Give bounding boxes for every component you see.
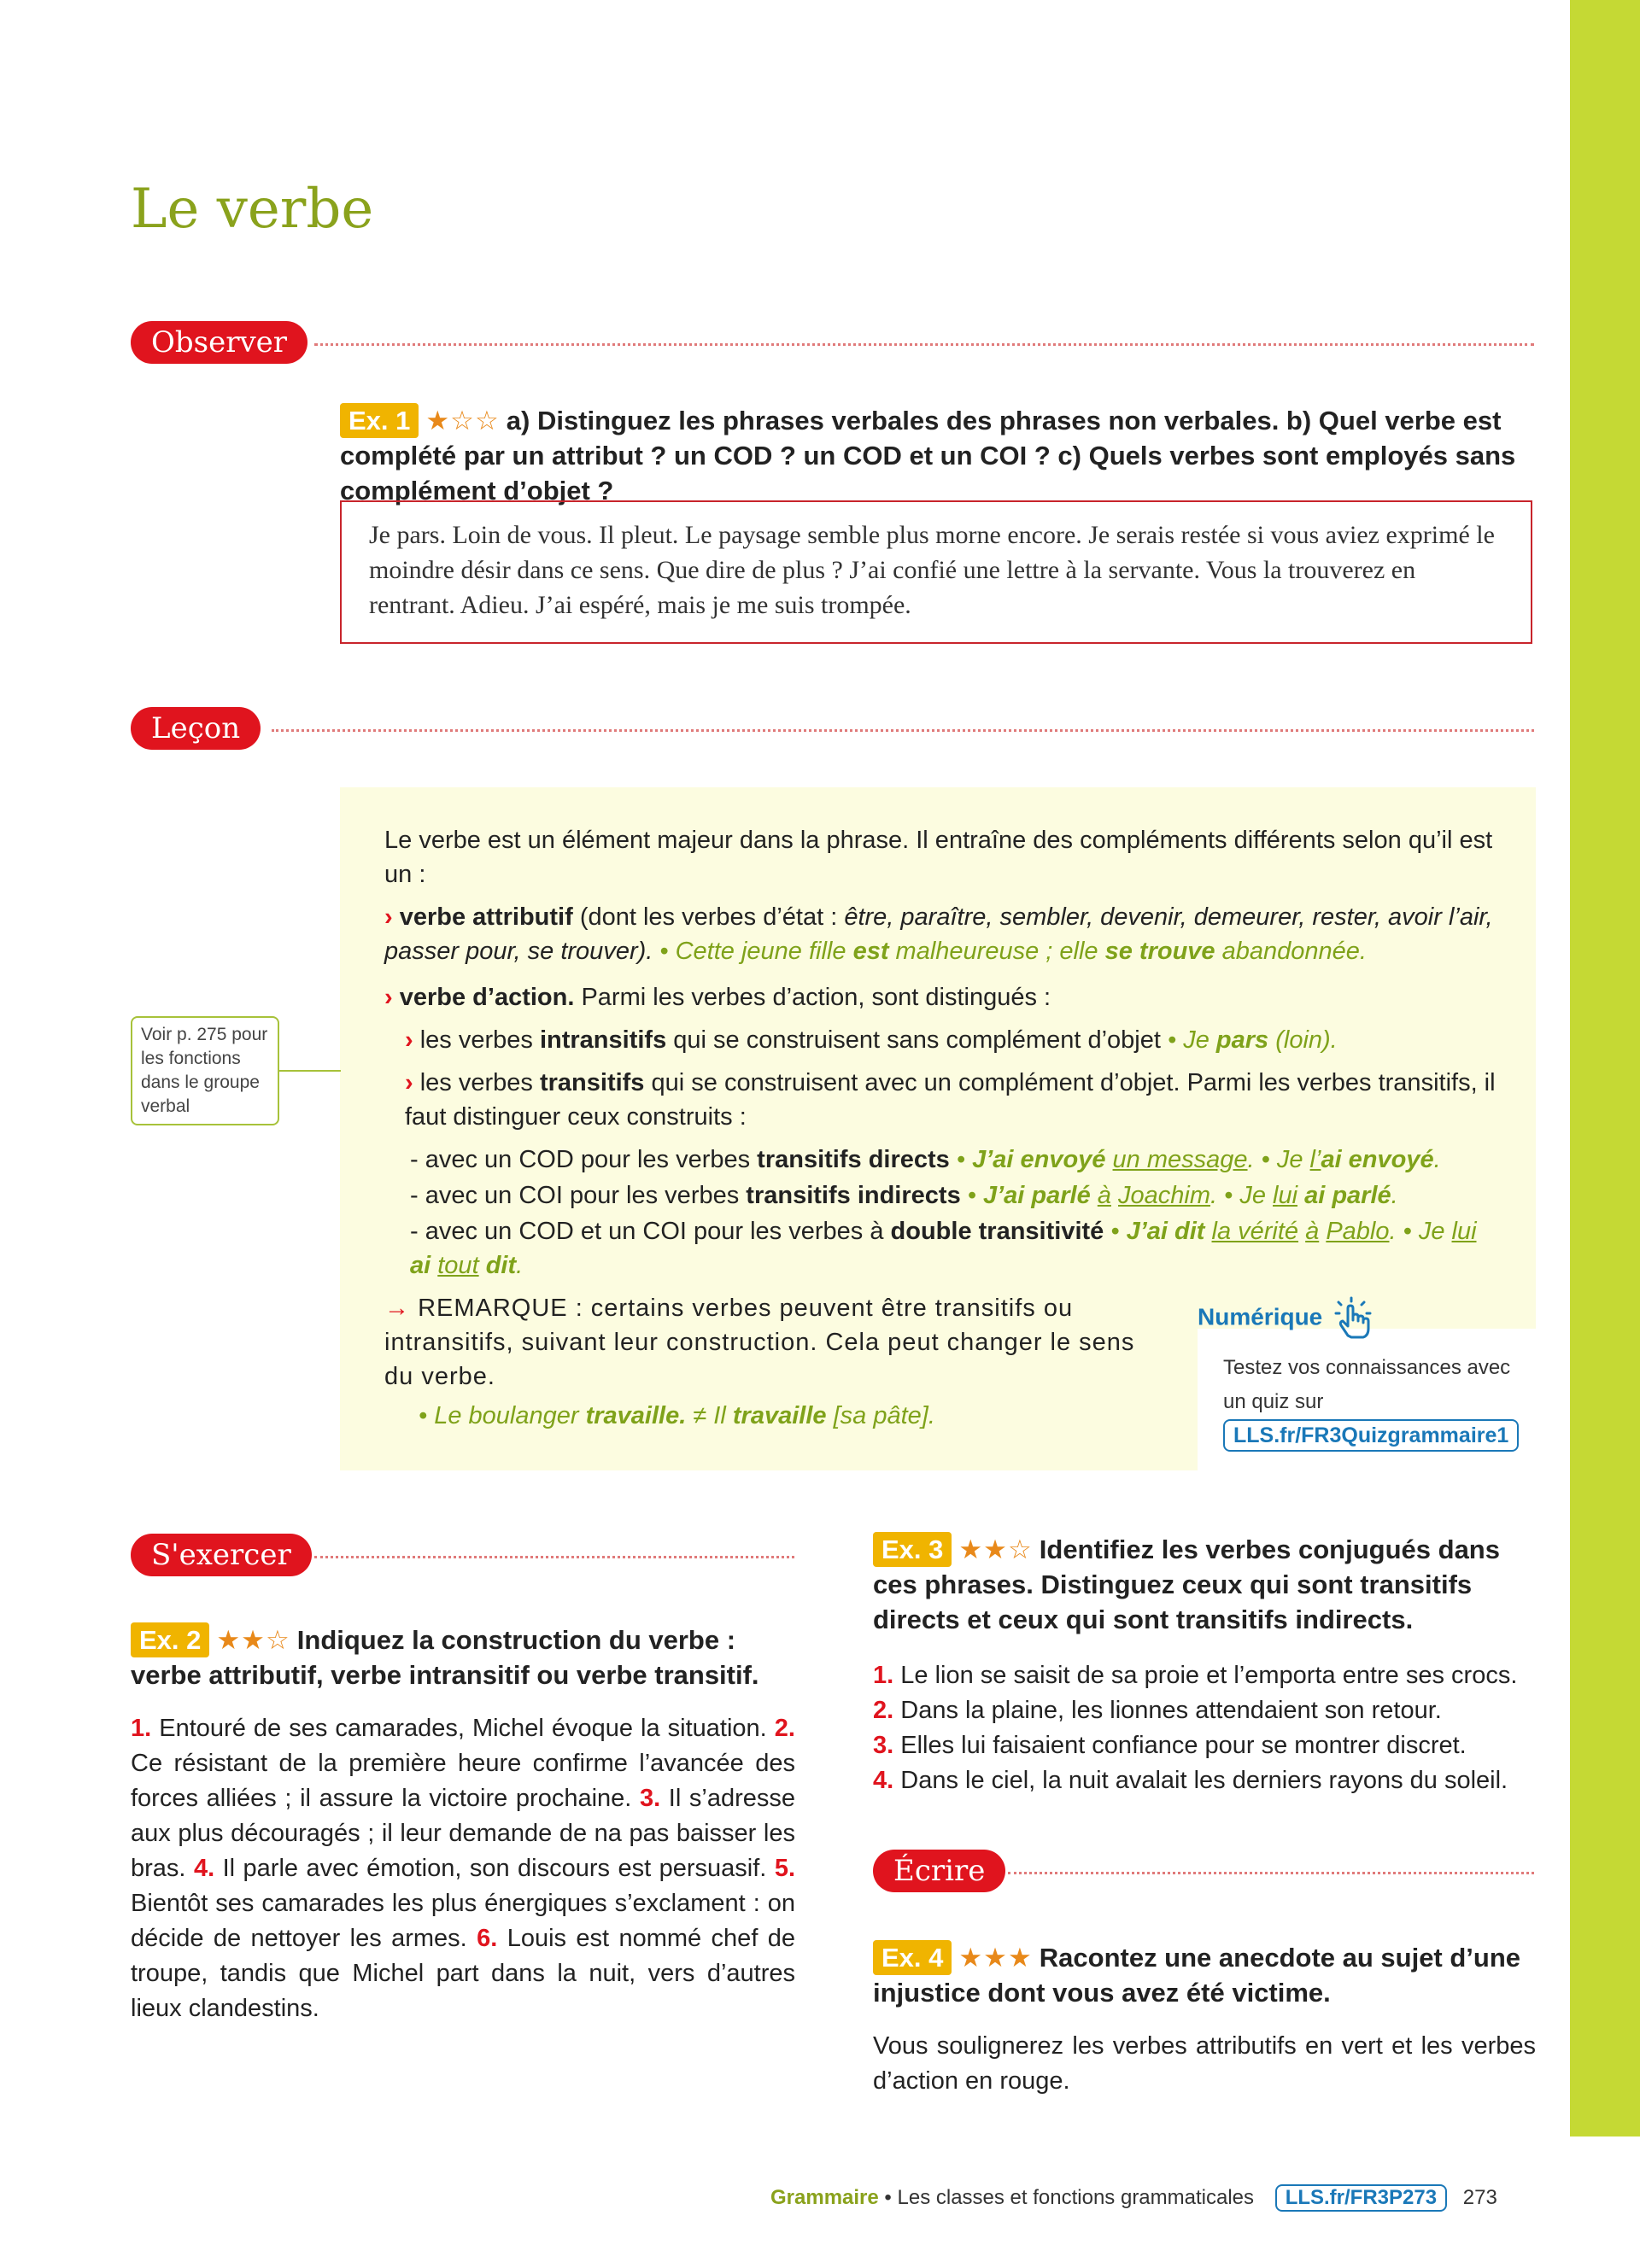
lesson-remarque-example: • Le boulanger travaille. ≠ Il travaille [sa pâte].	[419, 1402, 935, 1429]
term-transitifs: transitifs	[539, 1069, 645, 1096]
lesson-action	[384, 980, 1500, 1014]
example-verb: pars	[1215, 1026, 1269, 1054]
sidenote-box	[131, 1016, 279, 1125]
example-object: lui	[1273, 1182, 1298, 1209]
numerique-text	[1223, 1351, 1531, 1419]
example-verb: est	[852, 938, 889, 965]
term-transitifs-indirects: transitifs indirects	[746, 1182, 961, 1209]
section-divider	[314, 343, 1534, 346]
example-verb: ai parlé	[1304, 1182, 1391, 1209]
example-object: Pablo	[1326, 1218, 1390, 1245]
footer-chapter: Les classes et fonctions grammaticales	[897, 2186, 1255, 2209]
example-object: la vérité	[1211, 1218, 1299, 1245]
lesson-text: - avec un COD et un COI pour les verbes à	[410, 1218, 891, 1245]
quiz-link[interactable]: LLS.fr/FR3Quizgrammaire1	[1223, 1419, 1519, 1452]
ex4-instruction: Racontez une anecdote au sujet d’une injustice dont vous avez été victime.	[873, 1943, 1521, 2008]
example-object: lui	[1451, 1218, 1477, 1245]
ex2-item: Bientôt ses camarades les plus énergiques s’exclament : on décide de nettoyer les armes.	[131, 1890, 795, 1952]
sidenote-text: Voir p. 275 pour les fonctions dans le groupe verbal	[141, 1025, 268, 1116]
footer-subject: Grammaire	[770, 2186, 879, 2209]
example-object: tout	[437, 1252, 479, 1279]
section-divider	[272, 729, 1534, 732]
page-number: 273	[1462, 2186, 1497, 2209]
example: Je	[1418, 1218, 1452, 1245]
star-rating-icon: ★☆☆	[425, 406, 500, 435]
example-object: Joachim	[1118, 1182, 1210, 1209]
example-object: à	[1305, 1218, 1320, 1245]
lesson-text: Parmi les verbes d’action, sont distingués :	[574, 984, 1051, 1011]
example: Cette jeune fille	[675, 938, 853, 965]
list-item: 4. Dans le ciel, la nuit avalait les derniers rayons du soleil.	[873, 1767, 1508, 1794]
example-verb: ai envoyé	[1321, 1146, 1434, 1173]
ex2-heading	[131, 1622, 797, 1692]
example-object: à	[1097, 1182, 1111, 1209]
lesson-coi: - avec un COI pour les verbes transitifs indirects • J’ai parlé à Joachim. • Je lui ai parlé.	[410, 1182, 1398, 1209]
star-rating-icon: ★★★	[958, 1943, 1033, 1973]
list-item: 1. Le lion se saisit de sa proie et l’emporta entre ses crocs.	[873, 1662, 1518, 1689]
footer-link[interactable]: LLS.fr/FR3P273	[1275, 2184, 1447, 2212]
section-lecon: Leçon	[131, 707, 261, 750]
example-verb: ai	[410, 1252, 431, 1279]
footer	[770, 2184, 1497, 2212]
lesson-attributif: › verbe attributif (dont les verbes d’état : être, paraître, sembler, devenir, demeurer, rester, avoir l’air, passer pour, se trouver). • Cette jeune fille est malheureuse ; elle se trouve abandonnée.	[384, 903, 1493, 965]
section-ecrire: Écrire	[873, 1850, 1005, 1892]
chevron-right-icon: ›	[384, 903, 393, 931]
ex3-item: Le lion se saisit de sa proie et l’emporta entre ses crocs.	[900, 1662, 1518, 1689]
ex2-item: Il s’adresse aux plus découragés ; il leur demande de na pas baisser les bras.	[131, 1785, 796, 1882]
lesson-intro: Le verbe est un élément majeur dans la phrase. Il entraîne des compléments différents selon qu’il est un :	[384, 827, 1493, 888]
example: Je	[1239, 1182, 1274, 1209]
ex4-label: Ex. 4	[873, 1940, 952, 1975]
ex3-item: Dans la plaine, les lionnes attendaient son retour.	[900, 1697, 1442, 1724]
example-verb: dit	[485, 1252, 517, 1279]
list-item: 3. Elles lui faisaient confiance pour se montrer discret.	[873, 1732, 1467, 1759]
lesson-text: être, paraître, sembler, devenir, demeurer, rester, avoir l’air, passer pour, se trouver).	[384, 903, 1493, 965]
lesson-remarque	[384, 1291, 1158, 1394]
arrow-right-icon: →	[384, 1295, 410, 1322]
numerique-description: Testez vos connaissances avec un quiz sur	[1223, 1356, 1511, 1413]
ex3-heading	[873, 1532, 1536, 1637]
term-double-transitivite: double transitivité	[890, 1218, 1104, 1245]
lesson-text: qui se construisent sans complément d’objet	[666, 1026, 1161, 1054]
ex2-label: Ex. 2	[131, 1622, 209, 1657]
ex2-item: Louis est nommé chef de troupe, tandis que Michel part dans la nuit, vers d’autres lieux clandestins.	[131, 1925, 796, 2022]
term-transitifs-directs: transitifs directs	[757, 1146, 950, 1173]
ex4-text	[873, 2029, 1536, 2099]
example-verb: travaille.	[585, 1402, 687, 1429]
section-sexercer: S'exercer	[131, 1534, 312, 1576]
ex2-instruction: Indiquez la construction du verbe : verbe attributif, verbe intransitif ou verbe transitif.	[131, 1625, 759, 1690]
term-action: verbe d’action.	[399, 984, 575, 1011]
ex3-instruction: Identifiez les verbes conjugués dans ces phrases. Distinguez ceux qui sont transitifs directs et ceux qui sont transitifs indirects.	[873, 1534, 1500, 1634]
example-object: l’	[1309, 1146, 1321, 1173]
example: Le boulanger	[434, 1402, 586, 1429]
ex2-items: 1. Entouré de ses camarades, Michel évoque la situation. 2. Ce résistant de la première heure confirme l’avancée des forces alliées ; il assure la victoire prochaine. 3. Il s’adresse aux plus découragés ; il leur demande de na pas baisser les bras. 4. Il parle avec émotion, son discours est persuasif. 5. Bientôt ses camarades les plus énergiques s’exclament : on décide de nettoyer les armes. 6. Louis est nommé chef de troupe, tandis que Michel part dans la nuit, vers d’autres lieux clandestins.	[131, 1715, 796, 2022]
example-verb: travaille	[732, 1402, 827, 1429]
term-intransitifs: intransitifs	[539, 1026, 667, 1054]
term-attributif: verbe attributif	[399, 903, 573, 931]
example-verb: J’ai parlé	[982, 1182, 1091, 1209]
ex2-item: Entouré de ses camarades, Michel évoque la situation.	[159, 1715, 767, 1742]
ex1-text: Je pars. Loin de vous. Il pleut. Le paysage semble plus morne encore. Je serais restée si vous aviez exprimé le moindre désir dans ce sens. Que dire de plus ? J’ai confié une lettre à la servante. Vous la trouverez en rentrant. Adieu. J’ai espéré, mais je me suis trompée.	[369, 521, 1495, 619]
example: Je	[1183, 1026, 1216, 1054]
ex4-heading	[873, 1940, 1536, 2010]
remarque-text: REMARQUE : certains verbes peuvent être transitifs ou intransitifs, suivant leur construction. Cela peut changer le sens du verbe.	[384, 1295, 1135, 1390]
section-divider	[314, 1556, 794, 1558]
example: malheureuse ; elle	[888, 938, 1105, 965]
section-observer: Observer	[131, 321, 308, 364]
ex2-item: Il parle avec émotion, son discours est persuasif.	[222, 1855, 767, 1882]
ex1-instruction: a) Distinguez les phrases verbales des phrases non verbales. b) Quel verbe est complété par un attribut ? un COD ? un COD et un COI ? c) Quels verbes sont employés sans complément d’objet ?	[340, 406, 1516, 506]
ex4-body: Vous soulignerez les verbes attributifs en vert et les verbes d’action en rouge.	[873, 2032, 1536, 2095]
example: (loin).	[1268, 1026, 1338, 1054]
lesson-text: qui se construisent avec un complément d’objet. Parmi les verbes transitifs, il faut distinguer ceux construits :	[405, 1069, 1496, 1131]
example: Je	[1276, 1146, 1310, 1173]
lesson-intransitifs: › les verbes intransitifs qui se construisent sans complément d’objet • Je pars (loin).	[405, 1026, 1338, 1054]
ex3-item: Dans le ciel, la nuit avalait les derniers rayons du soleil.	[900, 1767, 1508, 1794]
lesson-text: - avec un COI pour les verbes	[410, 1182, 747, 1209]
sidenote-connector	[279, 1070, 341, 1072]
example-verb: J’ai dit	[1126, 1218, 1205, 1245]
ex1-heading	[340, 403, 1536, 508]
example-verb: J’ai envoyé	[972, 1146, 1106, 1173]
list-item: 2. Dans la plaine, les lionnes attendaient son retour.	[873, 1697, 1442, 1724]
lesson-text: (dont les verbes d’état :	[572, 903, 845, 931]
lesson-double: - avec un COD et un COI pour les verbes à double transitivité • J’ai dit la vérité à Pablo. • Je lui ai tout dit.	[410, 1218, 1477, 1279]
example: abandonnée.	[1215, 938, 1367, 965]
example: ≠ Il	[686, 1402, 733, 1429]
chevron-right-icon: ›	[405, 1069, 413, 1096]
lesson-transitifs	[405, 1066, 1500, 1134]
star-rating-icon: ★★☆	[958, 1534, 1033, 1564]
ex3-item: Elles lui faisaient confiance pour se montrer discret.	[900, 1732, 1467, 1759]
star-rating-icon: ★★☆	[216, 1625, 290, 1655]
footer-separator: •	[878, 2186, 898, 2209]
example-verb: se trouve	[1104, 938, 1215, 965]
ex1-label: Ex. 1	[340, 403, 419, 438]
page-title: Le verbe	[131, 178, 374, 241]
ex3-label: Ex. 3	[873, 1532, 952, 1567]
numerique-heading	[1198, 1296, 1379, 1341]
ex2-item: Ce résistant de la première heure confirme l’avancée des forces alliées ; il assure la victoire prochaine.	[131, 1750, 795, 1812]
section-divider	[1008, 1872, 1534, 1874]
chevron-right-icon: ›	[384, 984, 393, 1011]
lesson-text: - avec un COD pour les verbes	[410, 1146, 758, 1173]
chevron-right-icon: ›	[405, 1026, 413, 1054]
pointer-hand-icon	[1329, 1296, 1379, 1341]
ex3-items	[873, 1658, 1536, 1798]
example-object: un message	[1112, 1146, 1248, 1173]
example: [sa pâte].	[826, 1402, 935, 1429]
lesson-cod: - avec un COD pour les verbes transitifs directs • J’ai envoyé un message. • Je l’ai envoyé.	[410, 1146, 1441, 1173]
side-color-bar	[1570, 0, 1640, 2136]
lesson-text: les verbes	[419, 1069, 540, 1096]
numerique-link-wrap	[1223, 1419, 1519, 1452]
ex1-text-box	[340, 500, 1532, 644]
numerique-title: Numérique	[1198, 1303, 1323, 1330]
lesson-text: les verbes	[419, 1026, 540, 1054]
